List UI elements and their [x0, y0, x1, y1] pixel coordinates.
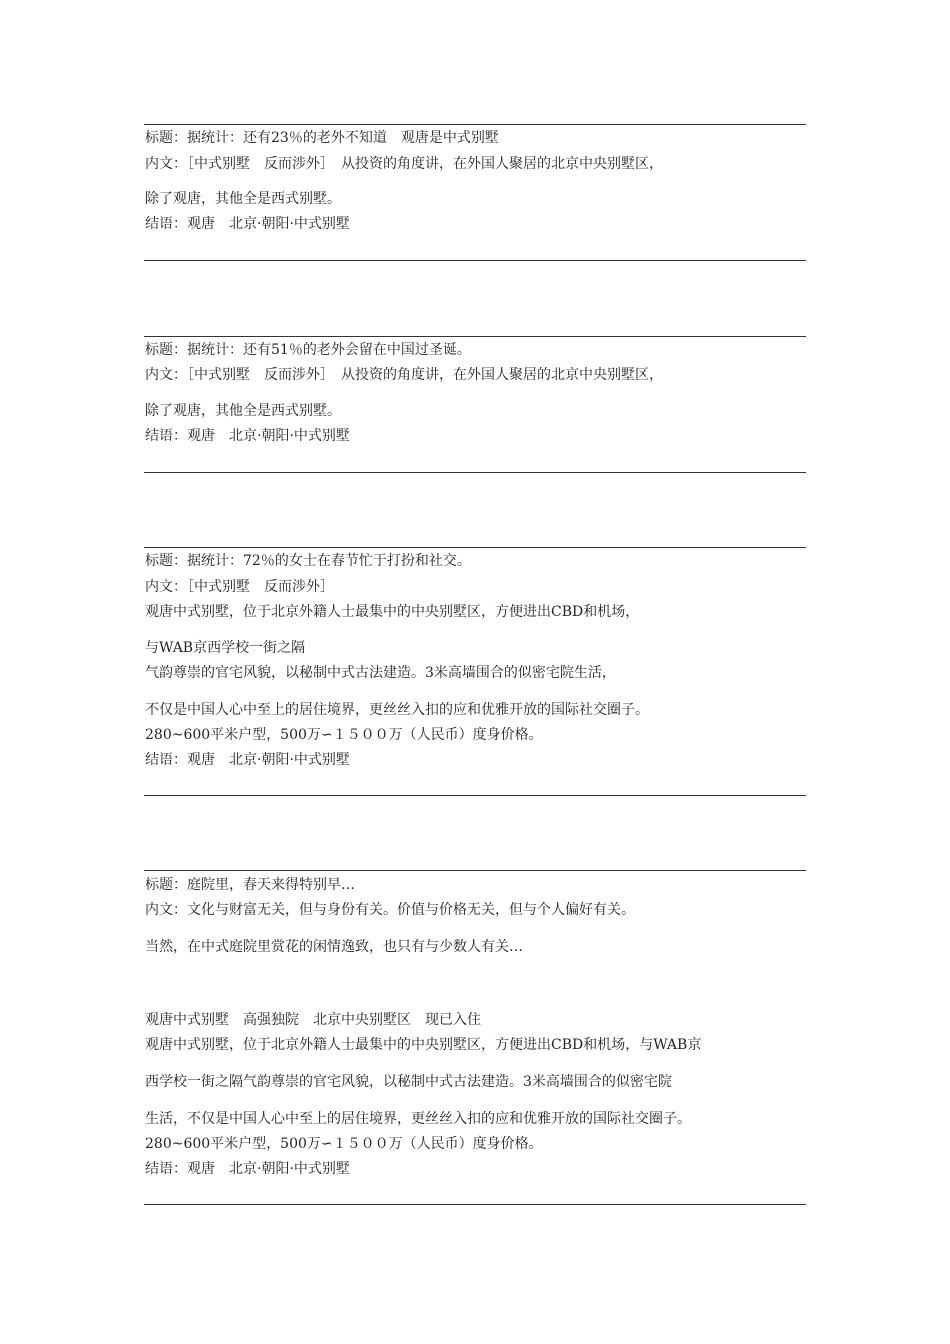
- block-2-top-rule: [144, 336, 806, 337]
- block-1-body-line-2: 除了观唐，其他全是西式别墅。: [145, 191, 341, 207]
- block-2-title: 标题：据统计：还有51％的老外会留在中国过圣诞。: [145, 342, 471, 358]
- block-4-title: 标题：庭院里，春天来得特别早…: [145, 877, 355, 893]
- block-4-body-line-3: 观唐中式别墅 高强独院 北京中央别墅区 现已入住: [145, 1012, 481, 1028]
- block-1-title: 标题：据统计：还有23％的老外不知道 观唐是中式别墅: [145, 130, 499, 146]
- block-3-body-line-1: 内文：［中式别墅 反而涉外］: [145, 579, 334, 595]
- block-2-bottom-rule: [144, 472, 806, 473]
- block-4-body-line-7: 280~600平米户型，500万∽１５００万（人民币）度身价格。: [145, 1136, 543, 1152]
- block-4-body-line-6: 生活，不仅是中国人心中至上的居住境界，更丝丝入扣的应和优雅开放的国际社交圈子。: [145, 1111, 691, 1127]
- block-4-closing: 结语：观唐 北京·朝阳·中式别墅: [145, 1161, 350, 1177]
- block-3-body-line-2: 观唐中式别墅，位于北京外籍人士最集中的中央别墅区，方便进出CBD和机场，: [145, 604, 640, 620]
- block-3-body-line-3: 与WAB京西学校一街之隔: [145, 640, 306, 656]
- block-1-body-line-1: 内文：［中式别墅 反而涉外］ 从投资的角度讲，在外国人聚居的北京中央别墅区，: [145, 156, 663, 172]
- block-3-body-line-5: 不仅是中国人心中至上的居住境界，更丝丝入扣的应和优雅开放的国际社交圈子。: [145, 702, 649, 718]
- block-1-top-rule: [144, 124, 806, 125]
- block-4-body-line-5: 西学校一街之隔气韵尊崇的官宅风貌，以秘制中式古法建造。3米高墙围合的似密宅院: [145, 1074, 672, 1090]
- block-1-bottom-rule: [144, 260, 806, 261]
- block-3-body-line-6: 280~600平米户型，500万∽１５００万（人民币）度身价格。: [145, 727, 543, 743]
- block-2-body-line-2: 除了观唐，其他全是西式别墅。: [145, 403, 341, 419]
- block-2-body-line-1: 内文：［中式别墅 反而涉外］ 从投资的角度讲，在外国人聚居的北京中央别墅区，: [145, 367, 663, 383]
- block-4-bottom-rule: [144, 1204, 806, 1205]
- block-3-body-line-4: 气韵尊崇的官宅风貌，以秘制中式古法建造。3米高墙围合的似密宅院生活，: [145, 665, 616, 681]
- block-4-body-line-4: 观唐中式别墅，位于北京外籍人士最集中的中央别墅区，方便进出CBD和机场，与WAB京: [145, 1037, 702, 1053]
- block-4-body-line-2: 当然，在中式庭院里赏花的闲情逸致，也只有与少数人有关…: [145, 939, 523, 955]
- block-4-body-line-1: 内文：文化与财富无关，但与身份有关。价值与价格无关，但与个人偏好有关。: [145, 902, 635, 918]
- block-3-title: 标题：据统计：72％的女士在春节忙于打扮和社交。: [145, 553, 471, 569]
- block-3-bottom-rule: [144, 795, 806, 796]
- block-4-top-rule: [144, 870, 806, 871]
- block-3-top-rule: [144, 547, 806, 548]
- block-3-closing: 结语：观唐 北京·朝阳·中式别墅: [145, 752, 350, 768]
- block-2-closing: 结语：观唐 北京·朝阳·中式别墅: [145, 428, 350, 444]
- block-1-closing: 结语：观唐 北京·朝阳·中式别墅: [145, 216, 350, 232]
